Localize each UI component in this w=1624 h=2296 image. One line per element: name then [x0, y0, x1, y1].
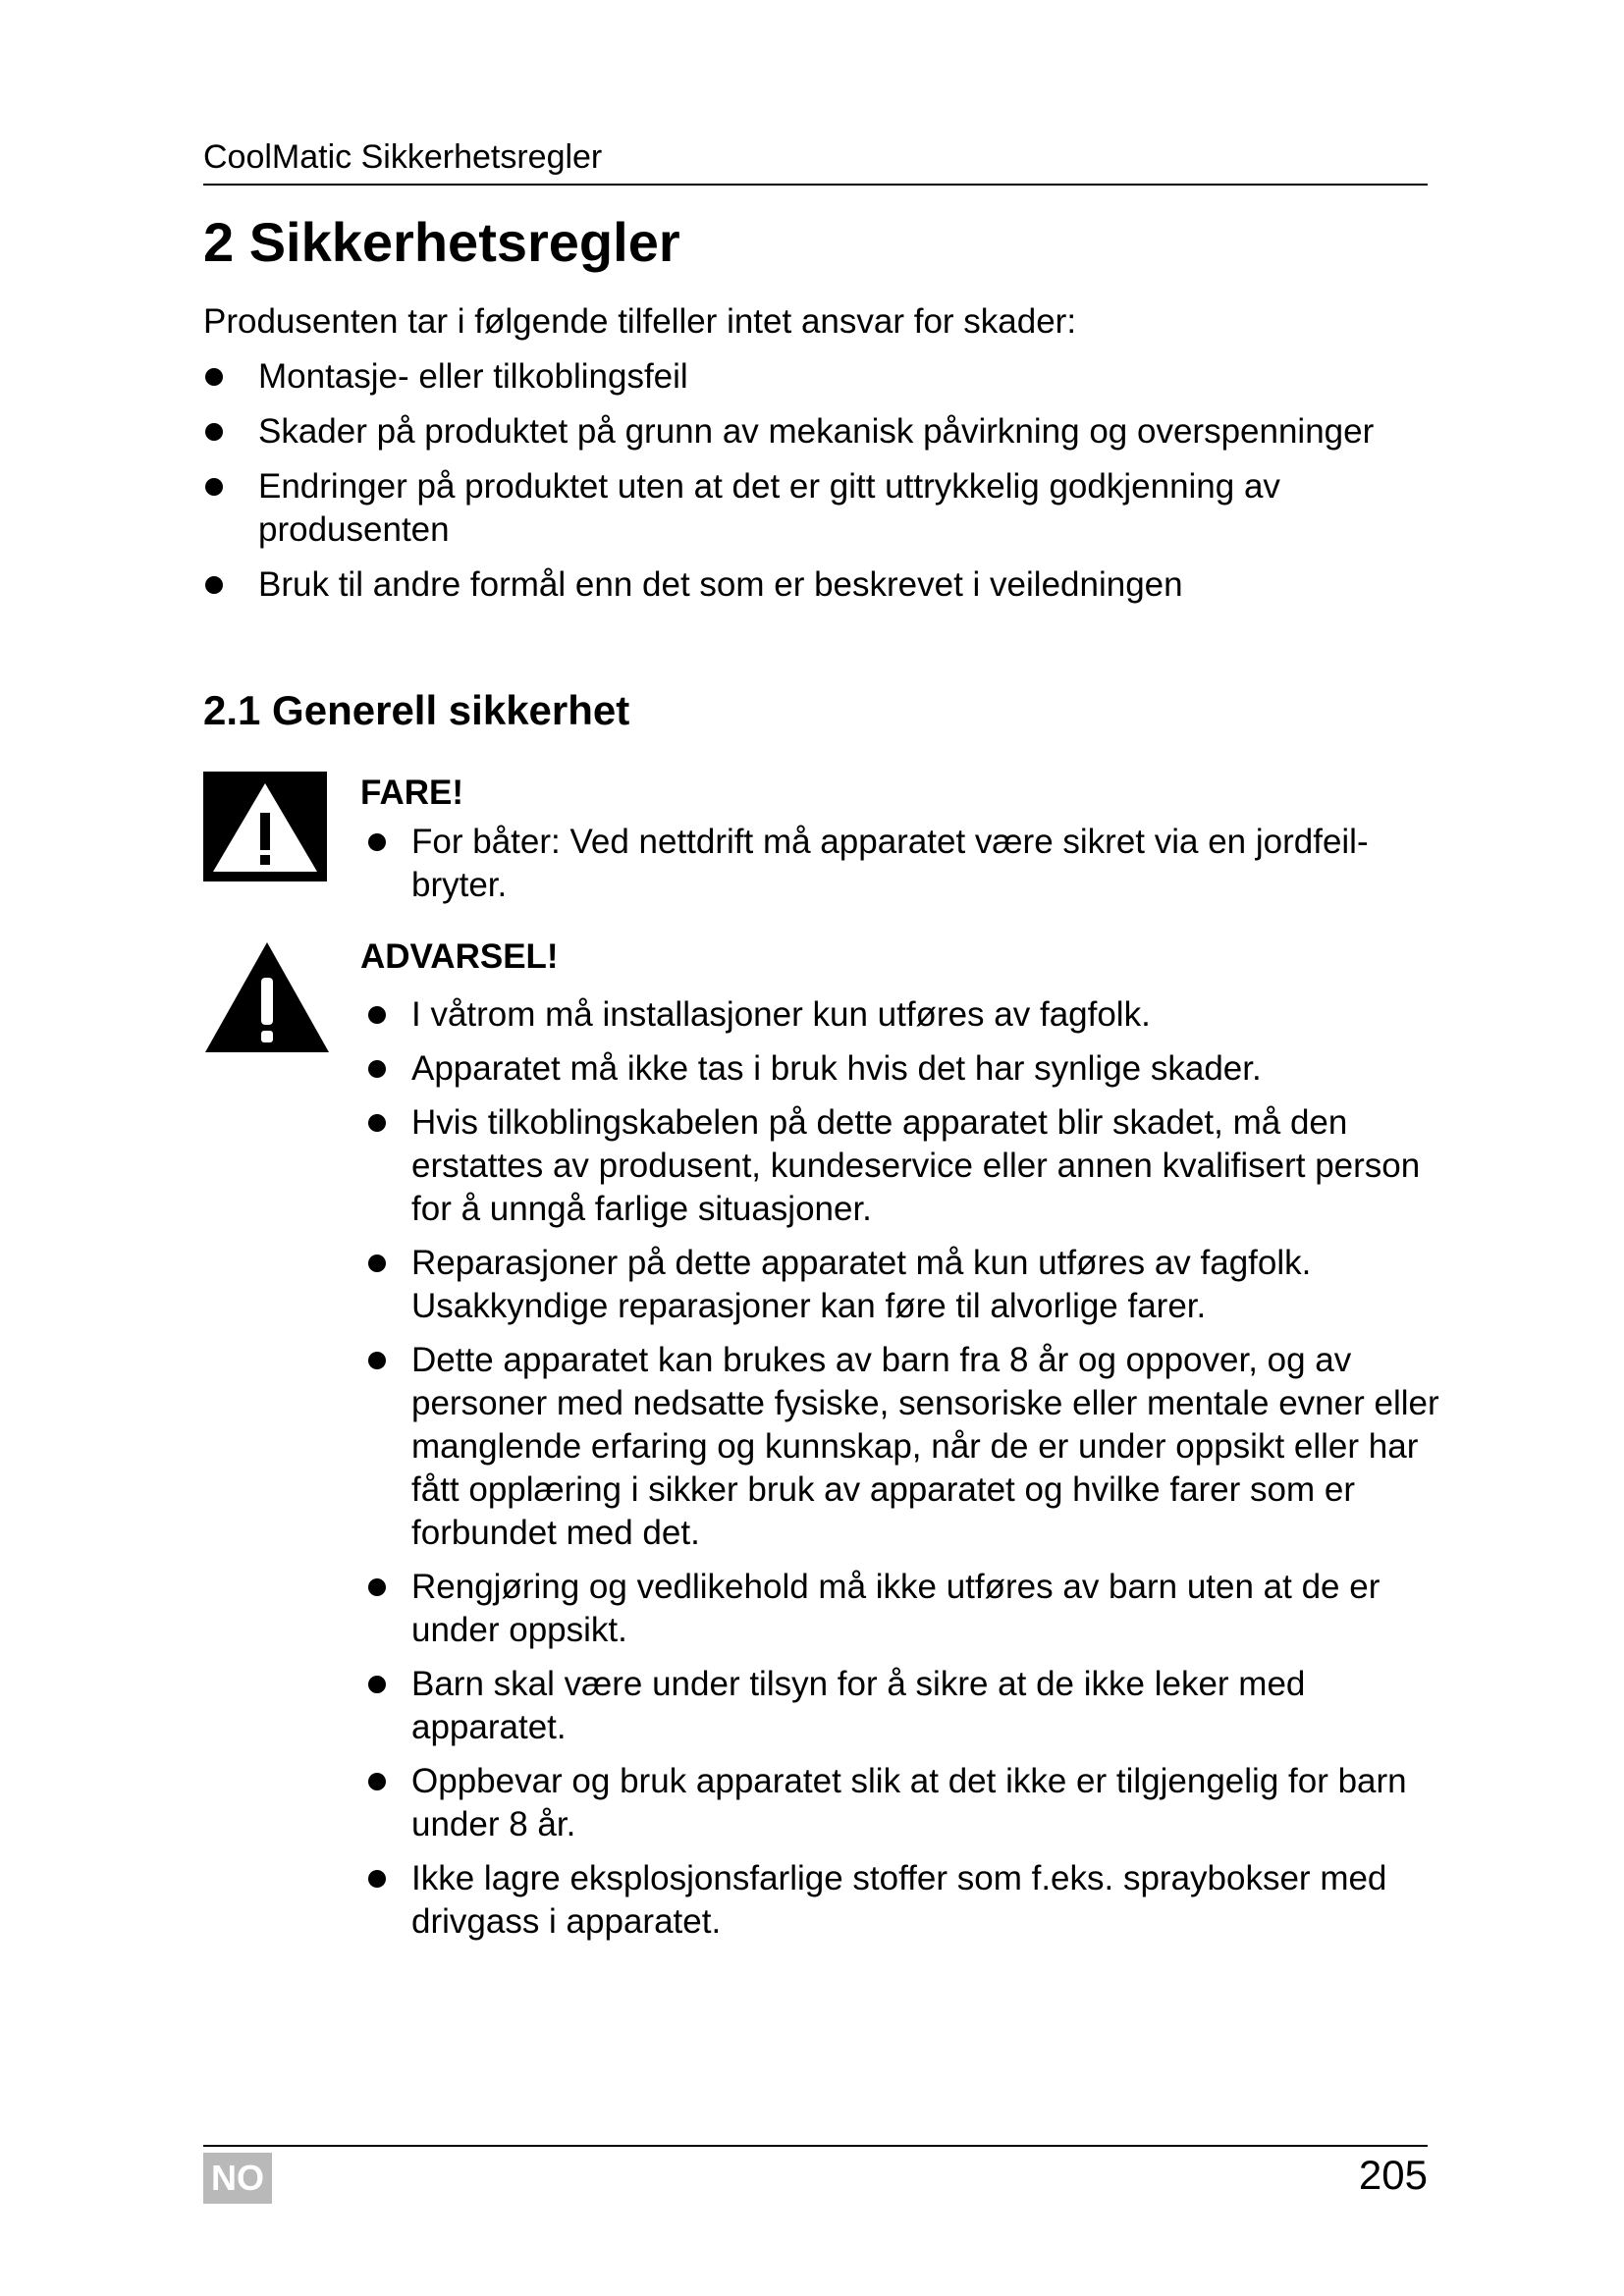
- bullet-icon: [368, 1773, 386, 1790]
- section-intro: Produsenten tar i følgende tilfeller intet ansvar for skader:: [203, 302, 1077, 341]
- list-item: Bruk til andre formål enn det som er beskrevet i veiledningen: [203, 563, 1440, 607]
- footer-rule: [203, 2145, 1428, 2147]
- header-rule: [203, 184, 1428, 186]
- warning-triangle-icon: [203, 940, 331, 1054]
- bullet-icon: [205, 576, 223, 594]
- list-item: Ikke lagre eksplosjonsfarlige stoffer som f.eks. spraybokser med drivgass i apparatet.: [360, 1857, 1440, 1944]
- list-item: Montasje- eller tilkoblingsfeil: [203, 355, 1440, 399]
- list-item: Dette apparatet kan brukes av barn fra 8 år og oppover, og av personer med nedsatte fysiske, sensoriske eller mentale evner eller manglende erfaring og kunnskap, når de er under oppsikt eller har fått opplæring i sikker bruk av apparatet og hvilke farer som er forbundet med det.: [360, 1339, 1440, 1555]
- bullet-icon: [368, 1676, 386, 1693]
- bullet-icon: [205, 478, 223, 496]
- page-number: 205: [1358, 2152, 1428, 2198]
- bullet-icon: [368, 1006, 386, 1024]
- bullet-icon: [368, 1060, 386, 1078]
- section-title: 2 Sikkerhetsregler: [203, 211, 680, 273]
- list-item: Endringer på produktet uten at det er gitt uttrykkelig godkjenning av produsenten: [203, 465, 1440, 552]
- list-item: Barn skal være under tilsyn for å sikre at de ikke leker med apparatet.: [360, 1663, 1440, 1749]
- bullet-icon: [368, 1870, 386, 1888]
- list-item: Oppbevar og bruk apparatet slik at det ikke er tilgjengelig for barn under 8 år.: [360, 1760, 1440, 1846]
- bullet-icon: [205, 368, 223, 386]
- bullet-icon: [205, 423, 223, 441]
- list-item: Skader på produktet på grunn av mekanisk påvirkning og overspenninger: [203, 410, 1440, 454]
- subsection-title: 2.1 Generell sikkerhet: [203, 687, 630, 733]
- list-item: Reparasjoner på dette apparatet må kun utføres av fagfolk. Usakkyndige reparasjoner kan føre til alvorlige farer.: [360, 1242, 1440, 1328]
- list-item: Apparatet må ikke tas i bruk hvis det har synlige skader.: [360, 1047, 1440, 1091]
- language-badge: NO: [203, 2153, 272, 2204]
- bullet-icon: [368, 1255, 386, 1272]
- list-item: Hvis tilkoblingskabelen på dette apparatet blir skadet, må den erstattes av produsent, kundeservice eller annen kvalifisert person for å unngå farlige situasjoner.: [360, 1101, 1440, 1231]
- list-item: Rengjøring og vedlikehold må ikke utføres av barn uten at de er under oppsikt.: [360, 1566, 1440, 1652]
- danger-label: FARE!: [360, 774, 463, 812]
- bullet-icon: [368, 833, 386, 851]
- running-header: CoolMatic Sikkerhetsregler: [203, 138, 603, 176]
- warning-list: [360, 993, 1440, 1954]
- danger-list: [360, 821, 1440, 918]
- bullet-icon: [368, 1352, 386, 1369]
- danger-warning-icon: [203, 772, 327, 881]
- bullet-icon: [368, 1114, 386, 1132]
- list-item: I våtrom må installasjoner kun utføres av fagfolk.: [360, 993, 1440, 1037]
- bullet-icon: [368, 1578, 386, 1596]
- liability-list: [203, 355, 1440, 618]
- warning-label: ADVARSEL!: [360, 937, 559, 976]
- list-item: For båter: Ved nettdrift må apparatet være sikret via en jordfeilbryter.: [360, 821, 1440, 907]
